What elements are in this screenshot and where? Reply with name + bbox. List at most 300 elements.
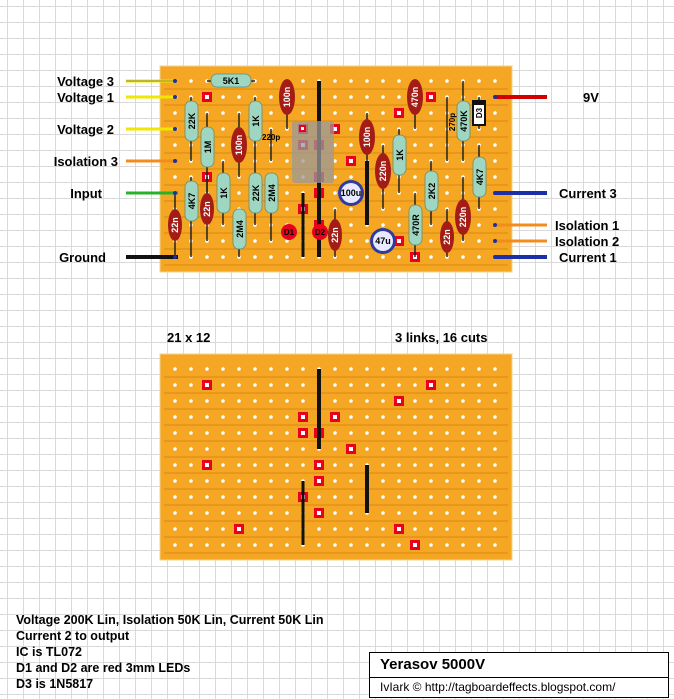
hole [253, 447, 257, 451]
hole [205, 367, 209, 371]
hole [397, 367, 401, 371]
hole [253, 239, 257, 243]
hole [237, 95, 241, 99]
hole [429, 399, 433, 403]
hole [349, 543, 353, 547]
hole [493, 207, 497, 211]
hole [237, 495, 241, 499]
hole [285, 159, 289, 163]
hole [397, 463, 401, 467]
hole [221, 527, 225, 531]
strip-cut-hole [429, 383, 433, 387]
hole [269, 527, 273, 531]
hole [397, 255, 401, 259]
hole [381, 431, 385, 435]
hole [189, 511, 193, 515]
strip-cut-hole [397, 527, 401, 531]
hole [349, 207, 353, 211]
hole [221, 399, 225, 403]
hole [269, 431, 273, 435]
hole [221, 511, 225, 515]
hole [349, 383, 353, 387]
hole [445, 79, 449, 83]
hole [333, 399, 337, 403]
resistor-5k1-label: 5K1 [222, 76, 240, 86]
resistor-4k7-b [473, 157, 486, 197]
hole [429, 495, 433, 499]
resistor-22k-a-label: 22K [187, 112, 197, 130]
hole [285, 511, 289, 515]
hole [397, 447, 401, 451]
hole [477, 415, 481, 419]
hole [205, 543, 209, 547]
hole [349, 527, 353, 531]
hole [301, 79, 305, 83]
title: Yerasov 5000V [380, 656, 486, 673]
ic-tl072 [292, 121, 334, 183]
hole [333, 479, 337, 483]
hole [493, 527, 497, 531]
hole [461, 463, 465, 467]
hole [477, 447, 481, 451]
hole [477, 239, 481, 243]
resistor-470k [457, 101, 470, 141]
led-d2-label: D2 [314, 228, 326, 237]
hole [461, 527, 465, 531]
hole [237, 383, 241, 387]
hole [493, 431, 497, 435]
hole [237, 431, 241, 435]
hole [429, 463, 433, 467]
cap-22n-c [328, 219, 342, 251]
cap-100u-label: 100u [340, 188, 362, 198]
cap-100n-c-label: 100n [362, 126, 372, 148]
hole [461, 479, 465, 483]
hole [365, 367, 369, 371]
hole [349, 495, 353, 499]
hole [493, 111, 497, 115]
hole [333, 367, 337, 371]
hole [317, 527, 321, 531]
label-isolation-3: Isolation 3 [53, 154, 118, 169]
hole [221, 463, 225, 467]
hole [189, 367, 193, 371]
resistor-470k-label: 470K [459, 110, 469, 132]
strip-cut-hole [413, 543, 417, 547]
cap-470n-a-label: 470n [410, 86, 420, 108]
hole [285, 447, 289, 451]
hole [381, 95, 385, 99]
hole [221, 95, 225, 99]
hole [285, 495, 289, 499]
hole [429, 415, 433, 419]
hole [365, 383, 369, 387]
strip-cut-hole [397, 399, 401, 403]
hole [285, 543, 289, 547]
hole [253, 255, 257, 259]
hole [269, 367, 273, 371]
hole [365, 527, 369, 531]
label-board-size: 21 x 12 [167, 330, 211, 345]
hole [445, 479, 449, 483]
strip-cut-hole [317, 511, 321, 515]
hole [493, 479, 497, 483]
hole [413, 447, 417, 451]
hole [269, 495, 273, 499]
hole [253, 527, 257, 531]
hole [461, 431, 465, 435]
resistor-2m4-b-label: 2M4 [235, 220, 245, 238]
hole [445, 511, 449, 515]
hole [493, 367, 497, 371]
cap-100n-a [279, 79, 295, 115]
hole [477, 463, 481, 467]
hole [477, 479, 481, 483]
hole [237, 415, 241, 419]
hole [269, 383, 273, 387]
note-pots: Voltage 200K Lin, Isolation 50K Lin, Current 50K Lin [16, 613, 324, 627]
hole [221, 495, 225, 499]
hole [381, 511, 385, 515]
hole [205, 527, 209, 531]
resistor-22k-b-label: 22K [251, 184, 261, 202]
hole [365, 79, 369, 83]
hole [381, 223, 385, 227]
hole [445, 543, 449, 547]
cap-100n-a-label: 100n [282, 86, 292, 108]
note-leds: D1 and D2 are red 3mm LEDs [16, 661, 191, 675]
bottom-board [160, 354, 512, 560]
hole [173, 367, 177, 371]
hole [493, 511, 497, 515]
hole [493, 495, 497, 499]
hole [445, 383, 449, 387]
hole [493, 543, 497, 547]
hole [317, 543, 321, 547]
hole [205, 495, 209, 499]
hole [477, 367, 481, 371]
hole [301, 367, 305, 371]
hole [349, 255, 353, 259]
hole [397, 223, 401, 227]
hole [301, 463, 305, 467]
hole [269, 111, 273, 115]
hole [445, 463, 449, 467]
hole [461, 399, 465, 403]
hole [333, 543, 337, 547]
hole [285, 191, 289, 195]
hole [221, 415, 225, 419]
resistor-2m4-a-label: 2M4 [267, 184, 277, 202]
hole [173, 463, 177, 467]
hole [413, 383, 417, 387]
cap-220n-a [375, 153, 391, 189]
hole [333, 511, 337, 515]
hole [429, 239, 433, 243]
hole [205, 511, 209, 515]
strip-cut-hole [397, 111, 401, 115]
hole [365, 431, 369, 435]
strip-cut-hole [205, 95, 209, 99]
hole [381, 495, 385, 499]
hole [349, 479, 353, 483]
hole [445, 367, 449, 371]
hole [365, 447, 369, 451]
hole [445, 175, 449, 179]
hole [253, 399, 257, 403]
hole [189, 543, 193, 547]
hole [381, 415, 385, 419]
cap-47u [370, 228, 396, 254]
hole [381, 463, 385, 467]
hole [253, 383, 257, 387]
cap-47u-label: 47u [375, 236, 391, 246]
resistor-4k7-b-label: 4K7 [475, 168, 485, 186]
hole [237, 463, 241, 467]
note-ic: IC is TL072 [16, 645, 82, 659]
resistor-4k7-a-label: 4K7 [187, 192, 197, 210]
hole [221, 239, 225, 243]
hole [397, 383, 401, 387]
hole [221, 127, 225, 131]
resistor-22k-a [185, 101, 198, 141]
hole [349, 415, 353, 419]
hole [349, 111, 353, 115]
hole [301, 383, 305, 387]
hole [237, 447, 241, 451]
hole [445, 495, 449, 499]
hole [301, 399, 305, 403]
hole [221, 479, 225, 483]
hole [269, 447, 273, 451]
led-d2 [312, 224, 328, 240]
hole [173, 143, 177, 147]
hole [477, 399, 481, 403]
hole [493, 127, 497, 131]
resistor-2k2 [425, 171, 438, 211]
hole [429, 431, 433, 435]
hole [269, 543, 273, 547]
strip-cut-hole [333, 415, 337, 419]
hole [173, 431, 177, 435]
hole [333, 447, 337, 451]
hole [413, 495, 417, 499]
hole [493, 383, 497, 387]
hole [349, 79, 353, 83]
hole [381, 399, 385, 403]
hole [349, 463, 353, 467]
hole [237, 399, 241, 403]
hole [477, 255, 481, 259]
hole [429, 143, 433, 147]
hole [413, 527, 417, 531]
cap-220n-b-label: 220n [458, 206, 468, 228]
hole [333, 527, 337, 531]
hole [253, 543, 257, 547]
hole [333, 79, 337, 83]
hole [397, 431, 401, 435]
hole [269, 415, 273, 419]
hole [349, 511, 353, 515]
hole [173, 175, 177, 179]
hole [349, 95, 353, 99]
hole [413, 367, 417, 371]
hole [285, 367, 289, 371]
hole [173, 511, 177, 515]
label-links-cuts: 3 links, 16 cuts [395, 330, 488, 345]
hole [285, 415, 289, 419]
label-ground: Ground [59, 250, 106, 265]
label-voltage-3: Voltage 3 [57, 74, 114, 89]
hole [365, 415, 369, 419]
hole [317, 495, 321, 499]
hole [221, 367, 225, 371]
resistor-1k-a [249, 101, 262, 141]
hole [333, 463, 337, 467]
hole [269, 399, 273, 403]
hole [461, 495, 465, 499]
hole [493, 175, 497, 179]
hole [349, 143, 353, 147]
hole [413, 463, 417, 467]
hole [269, 463, 273, 467]
hole [285, 431, 289, 435]
hole [445, 447, 449, 451]
hole [349, 127, 353, 131]
hole [189, 447, 193, 451]
label-isolation-1: Isolation 1 [555, 218, 620, 233]
hole [381, 383, 385, 387]
cap-22n-b-label: 22n [170, 217, 180, 233]
hole [221, 143, 225, 147]
strip-cut-hole [237, 527, 241, 531]
resistor-2m4-a [265, 173, 278, 213]
hole [253, 495, 257, 499]
hole [205, 479, 209, 483]
hole [397, 415, 401, 419]
cap-22n-c-label: 22n [330, 227, 340, 243]
hole [381, 255, 385, 259]
hole [221, 431, 225, 435]
hole [397, 511, 401, 515]
hole [173, 495, 177, 499]
hole [221, 543, 225, 547]
hole [189, 479, 193, 483]
hole [461, 255, 465, 259]
hole [253, 367, 257, 371]
led-d1 [281, 224, 297, 240]
resistor-1k-b [217, 173, 230, 213]
hole [253, 479, 257, 483]
cap-100u [338, 180, 364, 206]
hole [189, 383, 193, 387]
hole [205, 447, 209, 451]
hole [429, 111, 433, 115]
hole [205, 415, 209, 419]
note-output: Current 2 to output [16, 629, 130, 643]
hole [253, 415, 257, 419]
hole [493, 415, 497, 419]
hole [253, 511, 257, 515]
hole [397, 543, 401, 547]
hole [429, 255, 433, 259]
hole [221, 383, 225, 387]
hole [445, 527, 449, 531]
cap-470n-a [407, 79, 423, 115]
hole [253, 431, 257, 435]
credit-link[interactable]: IvIark © http://tagboardeffects.blogspot.com/ [380, 680, 616, 694]
strip-cut-hole [349, 447, 353, 451]
hole [269, 255, 273, 259]
hole [365, 95, 369, 99]
hole [493, 463, 497, 467]
hole [381, 127, 385, 131]
hole [461, 447, 465, 451]
hole [461, 415, 465, 419]
hole [285, 463, 289, 467]
hole [429, 447, 433, 451]
label-9v: 9V [583, 90, 599, 105]
label-voltage-1: Voltage 1 [57, 90, 114, 105]
hole [173, 447, 177, 451]
resistor-2m4-b [233, 209, 246, 249]
ic-body [292, 121, 334, 183]
hole [333, 383, 337, 387]
hole [189, 495, 193, 499]
cap-100n-c [359, 119, 375, 155]
diode-d3 [473, 101, 485, 125]
hole [429, 511, 433, 515]
hole [461, 367, 465, 371]
resistor-1k-c-label: 1K [395, 149, 405, 161]
title-block [369, 652, 669, 698]
cap-100n-b-label: 100n [234, 134, 244, 156]
hole [349, 239, 353, 243]
hole [477, 383, 481, 387]
hole [285, 143, 289, 147]
hole [429, 127, 433, 131]
hole [461, 543, 465, 547]
cap-22n-d-label: 22n [442, 229, 452, 245]
resistor-2k2-label: 2K2 [427, 182, 437, 200]
hole [365, 255, 369, 259]
hole [477, 79, 481, 83]
hole [397, 79, 401, 83]
hole [477, 223, 481, 227]
hole [381, 367, 385, 371]
hole [397, 95, 401, 99]
hole [429, 479, 433, 483]
hole [445, 191, 449, 195]
label-current-1: Current 1 [559, 250, 617, 265]
cap-22n-a [200, 193, 214, 225]
hole [189, 431, 193, 435]
note-diode: D3 is 1N5817 [16, 677, 94, 691]
hole [237, 367, 241, 371]
hole [333, 495, 337, 499]
strip-cut-hole [397, 239, 401, 243]
hole [221, 255, 225, 259]
hole [269, 79, 273, 83]
hole [397, 479, 401, 483]
hole [285, 383, 289, 387]
cap-270p-label: 270p [448, 112, 457, 132]
cap-100n-b [231, 127, 247, 163]
label-voltage-2: Voltage 2 [57, 122, 114, 137]
hole [397, 495, 401, 499]
hole [461, 511, 465, 515]
hole [285, 527, 289, 531]
